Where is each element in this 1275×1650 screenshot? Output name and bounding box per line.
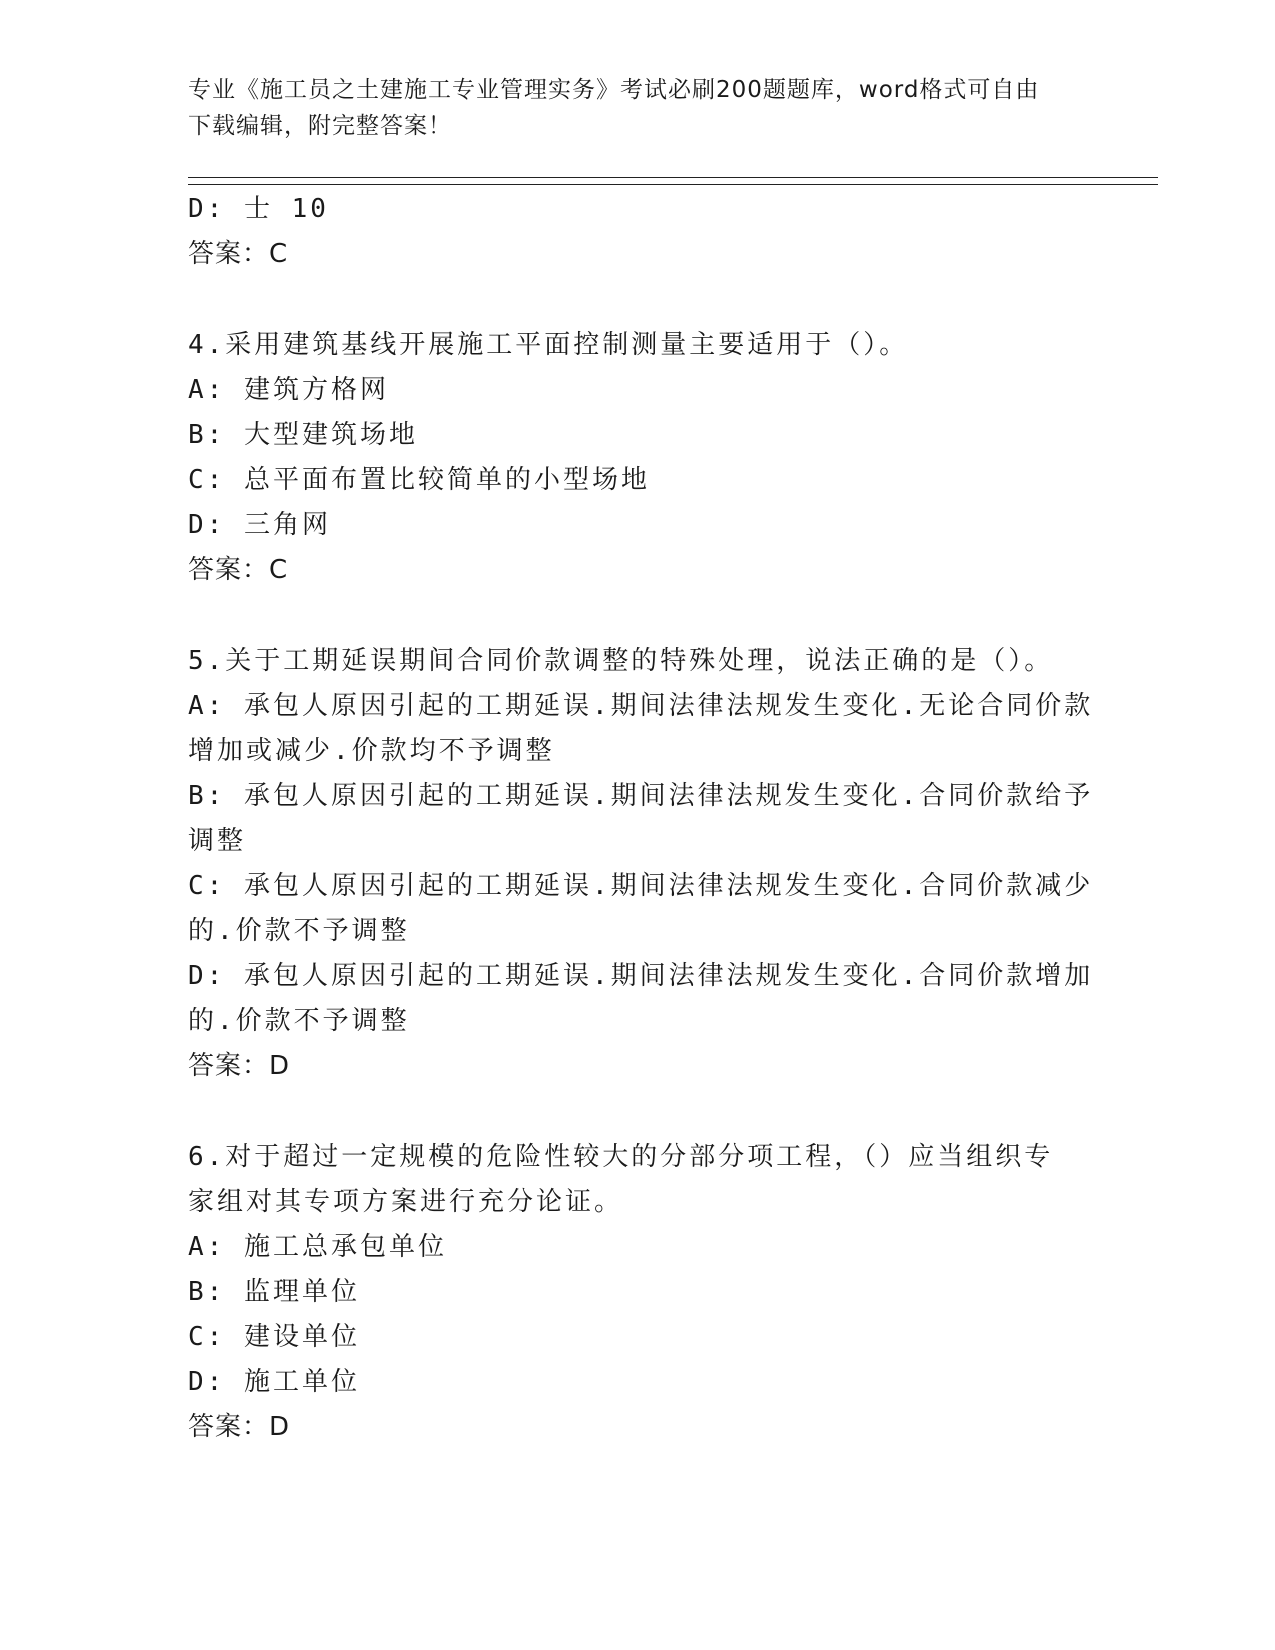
q5-option-c-line-2: 的.价款不予调整 xyxy=(188,916,410,946)
q5-option-a-line-1: A: 承包人原因引起的工期延误.期间法律法规发生变化.无论合同价款 xyxy=(188,691,1094,721)
prev-answer: 答案：C xyxy=(188,239,289,269)
q5-option-a-line-2: 增加或减少.价款均不予调整 xyxy=(188,736,555,766)
q4-option-c: C: 总平面布置比较简单的小型场地 xyxy=(188,465,650,495)
q5-option-b-line-1: B: 承包人原因引起的工期延误.期间法律法规发生变化.合同价款给予 xyxy=(188,781,1094,811)
document-header xyxy=(188,72,1088,144)
header-divider-bottom xyxy=(188,184,1158,185)
q4-option-b: B: 大型建筑场地 xyxy=(188,420,418,450)
q5-stem: 5.关于工期延误期间合同价款调整的特殊处理，说法正确的是（）。 xyxy=(188,646,1054,676)
q6-stem-line-1: 6.对于超过一定规模的危险性较大的分部分项工程，（）应当组织专 xyxy=(188,1142,1054,1172)
q5-answer: 答案：D xyxy=(188,1051,291,1081)
q4-answer: 答案：C xyxy=(188,555,289,585)
q6-answer: 答案：D xyxy=(188,1412,291,1442)
q6-option-a: A: 施工总承包单位 xyxy=(188,1232,447,1262)
q6-stem-line-2: 家组对其专项方案进行充分论证。 xyxy=(188,1187,624,1217)
q5-option-b-line-2: 调整 xyxy=(188,826,247,856)
header-title-line-2: 下载编辑，附完整答案！ xyxy=(188,113,452,139)
q5-option-d-line-1: D: 承包人原因引起的工期延误.期间法律法规发生变化.合同价款增加 xyxy=(188,961,1094,991)
q4-option-d: D: 三角网 xyxy=(188,510,331,540)
header-title-line-1: 专业《施工员之土建施工专业管理实务》考试必刷200题题库，word格式可自由 xyxy=(188,77,1040,103)
q6-option-c: C: 建设单位 xyxy=(188,1322,360,1352)
q4-stem: 4.采用建筑基线开展施工平面控制测量主要适用于（）。 xyxy=(188,330,909,360)
q5-option-c-line-1: C: 承包人原因引起的工期延误.期间法律法规发生变化.合同价款减少 xyxy=(188,871,1094,901)
q5-option-d-line-2: 的.价款不予调整 xyxy=(188,1006,410,1036)
q6-option-d: D: 施工单位 xyxy=(188,1367,360,1397)
prev-option-d: D: 士 10 xyxy=(188,194,329,224)
q4-option-a: A: 建筑方格网 xyxy=(188,375,389,405)
q6-option-b: B: 监理单位 xyxy=(188,1277,360,1307)
header-divider-top xyxy=(188,177,1158,178)
